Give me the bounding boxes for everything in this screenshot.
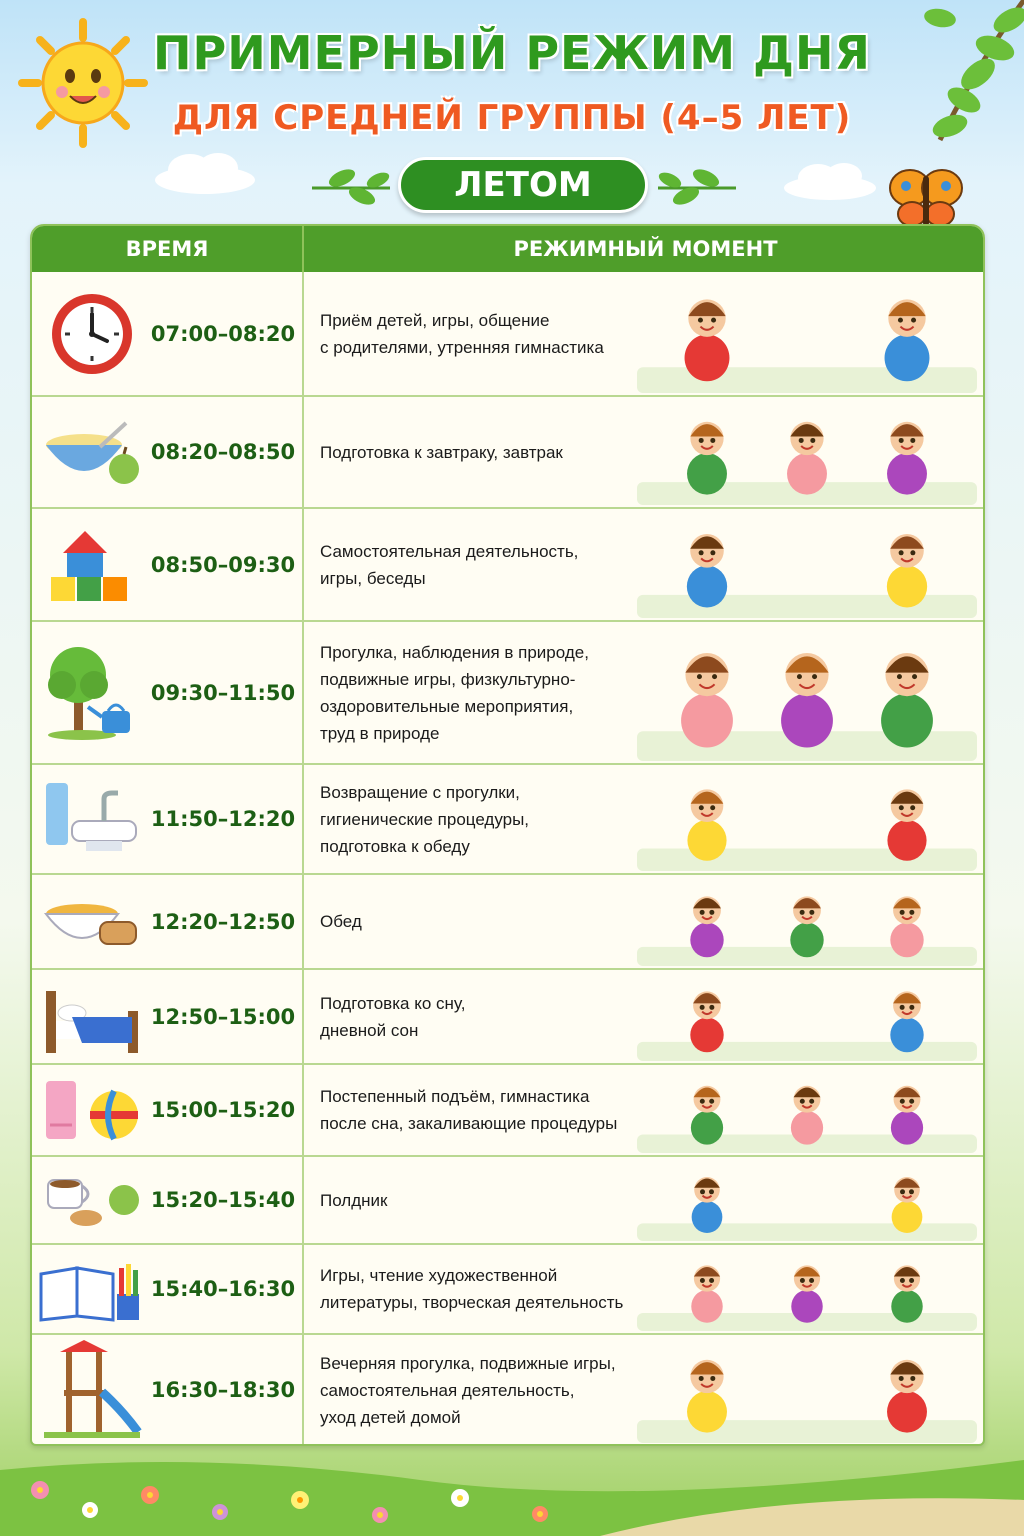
table-row bbox=[32, 970, 983, 1065]
children-illustration bbox=[637, 513, 977, 616]
children-illustration bbox=[637, 401, 977, 503]
children-illustration bbox=[637, 1069, 977, 1151]
row-activity: Приём детей, игры, общение с родителями, утренняя гимнастика bbox=[320, 310, 604, 357]
children-illustration bbox=[637, 974, 977, 1059]
cloud-icon bbox=[150, 150, 260, 195]
tea-cookie-apple-icon bbox=[36, 1157, 148, 1243]
children-illustration bbox=[637, 879, 977, 964]
table-row bbox=[32, 875, 983, 970]
poster-subtitle: ДЛЯ СРЕДНЕЙ ГРУППЫ (4–5 ЛЕТ) bbox=[172, 98, 852, 138]
column-divider bbox=[302, 1335, 304, 1445]
row-time: 12:20–12:50 bbox=[150, 909, 296, 934]
children-illustration bbox=[637, 276, 977, 391]
leaf-branch-icon bbox=[656, 168, 736, 208]
column-divider bbox=[302, 875, 304, 968]
book-pencils-icon bbox=[36, 1245, 148, 1333]
table-header bbox=[32, 226, 983, 272]
row-time: 07:00–08:20 bbox=[150, 321, 296, 346]
children-illustration bbox=[637, 1249, 977, 1329]
row-activity: Обед bbox=[320, 912, 362, 931]
table-row bbox=[32, 1065, 983, 1157]
soup-bread-icon bbox=[36, 875, 148, 968]
column-divider bbox=[302, 622, 304, 763]
column-divider bbox=[302, 397, 304, 507]
row-time: 15:00–15:20 bbox=[150, 1098, 296, 1122]
children-illustration bbox=[637, 626, 977, 759]
column-divider bbox=[302, 509, 304, 620]
playground-slide-icon bbox=[36, 1335, 148, 1445]
meadow-footer bbox=[0, 1440, 1024, 1536]
table-row bbox=[32, 622, 983, 765]
table-row bbox=[32, 397, 983, 509]
table-row bbox=[32, 1335, 983, 1446]
poster-title: ПРИМЕРНЫЙ РЕЖИМ ДНЯ bbox=[153, 26, 871, 80]
row-activity: Постепенный подъём, гимнастика после сна, закаливающие процедуры bbox=[320, 1087, 618, 1133]
cloud-icon bbox=[780, 160, 880, 200]
row-activity: Подготовка ко сну, дневной сон bbox=[320, 993, 466, 1040]
row-time: 15:40–16:30 bbox=[150, 1277, 296, 1301]
children-illustration bbox=[637, 1339, 977, 1441]
towel-ball-icon bbox=[36, 1065, 148, 1155]
table-row bbox=[32, 1245, 983, 1335]
row-activity: Самостоятельная деятельность, игры, беседы bbox=[320, 541, 579, 588]
table-row bbox=[32, 509, 983, 622]
sink-towel-icon bbox=[36, 765, 148, 873]
tree-watering-can-icon bbox=[36, 622, 148, 763]
table-row bbox=[32, 765, 983, 875]
column-divider bbox=[302, 1157, 304, 1243]
schedule-table bbox=[30, 224, 985, 1446]
column-divider bbox=[302, 272, 304, 395]
row-time: 16:30–18:30 bbox=[150, 1378, 296, 1402]
table-row bbox=[32, 1157, 983, 1245]
column-header-activity: РЕЖИМНЫЙ МОМЕНТ bbox=[302, 226, 985, 272]
bed-icon bbox=[36, 970, 148, 1063]
row-activity: Вечерняя прогулка, подвижные игры, самостоятельная деятельность, уход детей домой bbox=[320, 1353, 616, 1427]
row-time: 11:50–12:20 bbox=[150, 807, 296, 831]
table-row bbox=[32, 272, 983, 397]
toy-blocks-icon bbox=[36, 509, 148, 620]
column-header-time: ВРЕМЯ bbox=[125, 237, 209, 261]
season-badge: ЛЕТОМ bbox=[398, 157, 648, 213]
children-illustration bbox=[637, 769, 977, 869]
row-time: 08:50–09:30 bbox=[150, 552, 296, 577]
leaf-branch-icon bbox=[312, 168, 392, 208]
row-time: 08:20–08:50 bbox=[150, 440, 296, 464]
row-time: 15:20–15:40 bbox=[150, 1188, 296, 1212]
poster-header bbox=[0, 0, 1024, 225]
row-activity: Полдник bbox=[320, 1190, 388, 1210]
column-divider bbox=[302, 1245, 304, 1333]
column-divider bbox=[302, 1065, 304, 1155]
children-illustration bbox=[637, 1161, 977, 1239]
clock-icon bbox=[36, 272, 148, 395]
column-divider bbox=[302, 970, 304, 1063]
porridge-bowl-icon bbox=[36, 397, 148, 507]
row-time: 09:30–11:50 bbox=[150, 680, 296, 705]
column-divider bbox=[302, 765, 304, 873]
row-activity: Подготовка к завтраку, завтрак bbox=[320, 442, 563, 462]
row-activity: Прогулка, наблюдения в природе, подвижные игры, физкультурно- оздоровительные мероприятия, труд в природе bbox=[320, 642, 589, 743]
row-activity: Возвращение с прогулки, гигиенические процедуры, подготовка к обеду bbox=[320, 782, 530, 856]
row-activity: Игры, чтение художественной литературы, творческая деятельность bbox=[320, 1266, 624, 1312]
row-time: 12:50–15:00 bbox=[150, 1004, 296, 1029]
